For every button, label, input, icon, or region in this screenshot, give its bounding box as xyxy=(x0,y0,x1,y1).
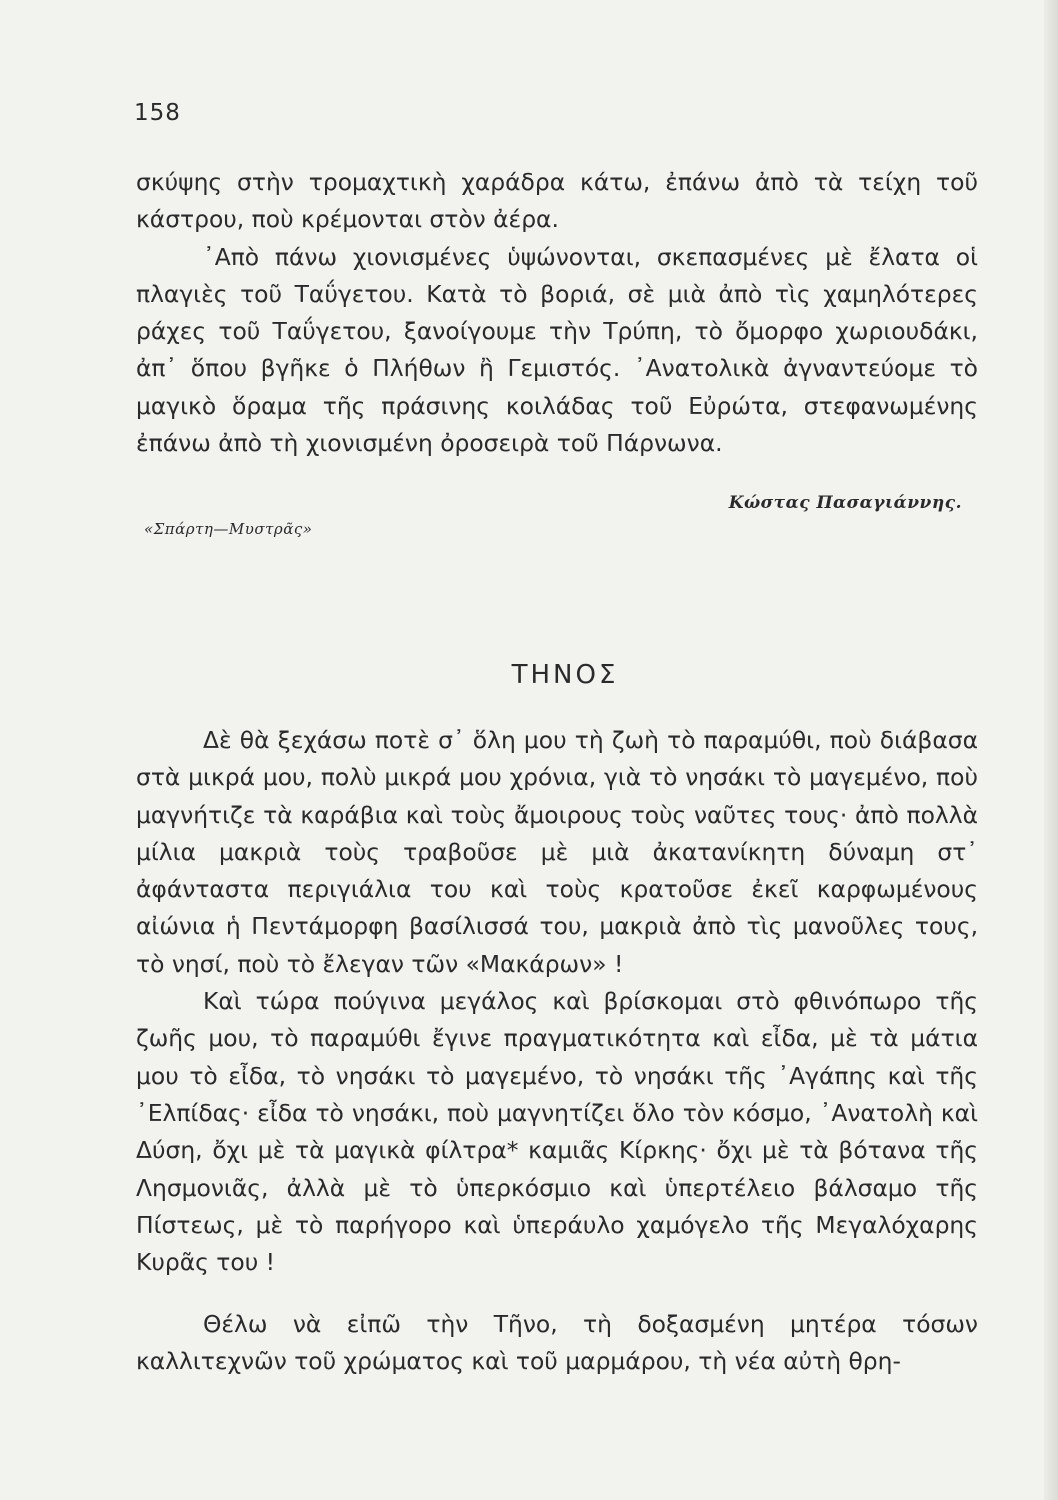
paragraph: Δὲ θὰ ξεχάσω ποτὲ σ᾽ ὅλη μου τὴ ζωὴ τὸ παραμύθι, ποὺ διάβασα στὰ μικρά μου, πολὺ μικρά μου χρόνια, γιὰ τὸ νησάκι τὸ μαγεμένο, ποὺ μαγνήτιζε τὰ καράβια καὶ τοὺς ἄμοιρους τοὺς ναῦτες τους· ἀπὸ πολλὰ μίλια μακριὰ τοὺς τραβοῦσε μὲ μιὰ ἀκατανίκητη δύναμη στ᾽ ἀφάνταστα περιγιάλια του καὶ τοὺς κρατοῦσε ἐκεῖ καρφωμένους αἰώνια ἡ Πεντάμορφη βασίλισσά του, μακριὰ ἀπὸ τὶς μανοῦλες τους, τὸ νησί, ποὺ τὸ ἔλεγαν τῶν «Μακάρων» ! xyxy=(136,726,978,978)
excerpt-text xyxy=(136,164,978,462)
page-edge xyxy=(1044,0,1058,1500)
paragraph: Καὶ τώρα πούγινα μεγάλος καὶ βρίσκομαι στὸ φθινόπωρο τῆς ζωῆς μου, τὸ παραμύθι ἔγινε πραγματικότητα καὶ εἶδα, μὲ τὰ μάτια μου τὸ εἶδα, τὸ νησάκι τὸ μαγεμένο, τὸ νησάκι τῆς ᾽Αγάπης καὶ τῆς ᾽Ελπίδας· εἶδα τὸ νησάκι, ποὺ μαγνητίζει ὅλο τὸν κόσμο, ᾽Ανατολὴ καὶ Δύση, ὄχι μὲ τὰ μαγικὰ φίλτρα* καμιᾶς Κίρκης· ὄχι μὲ τὰ βότανα τῆς Λησμονιᾶς, ἀλλὰ μὲ τὸ ὑπερκόσμιο καὶ ὑπερτέλειο βάλσαμο τῆς Πίστεως, μὲ τὸ παρήγορο καὶ ὑπεράυλο χαμόγελο τῆς Μεγαλόχαρης Κυρᾶς του ! xyxy=(136,987,978,1277)
author-signature: Κώστας Πασαγιάννης. xyxy=(728,493,962,513)
page-number: 158 xyxy=(134,100,181,126)
paragraph: ᾽Απὸ πάνω χιονισμένες ὑψώνονται, σκεπασμένες μὲ ἔλατα οἱ πλαγιὲς τοῦ Ταΰγετου. Κατὰ τὸ βοριά, σὲ μιὰ ἀπὸ τὶς χαμηλότερες ράχες τοῦ Ταΰγετου, ξανοίγουμε τὴν Τρύπη, τὸ ὄμορφο χωριουδάκι, ἀπ᾽ ὅπου βγῆκε ὁ Πλήθων ἢ Γεμιστός. ᾽Ανατολικὰ ἀγναντεύομε τὸ μαγικὸ ὅραμα τῆς πράσινης κοιλάδας τοῦ Εὐρώτα, στεφανωμένης ἐπάνω ἀπὸ τὴ χιονισμένη ὀροσειρὰ τοῦ Πάρνωνα. xyxy=(136,242,978,458)
section-title: ΤΗΝΟΣ xyxy=(511,660,619,690)
source-citation: «Σπάρτη—Μυστρᾶς» xyxy=(144,520,313,538)
section-text-continued xyxy=(136,1306,978,1381)
paragraph: Θέλω νὰ εἰπῶ τὴν Τῆνο, τὴ δοξασμένη μητέρα τόσων καλλιτεχνῶν τοῦ χρώματος καὶ τοῦ μαρμάρου, τὴ νέα αὐτὴ θρη- xyxy=(136,1310,978,1376)
paragraph: σκύψης στὴν τρομαχτικὴ χαράδρα κάτω, ἐπάνω ἀπὸ τὰ τείχη τοῦ κάστρου, ποὺ κρέμονται στὸν ἀέρα. xyxy=(136,168,978,234)
section-text xyxy=(136,722,978,1281)
